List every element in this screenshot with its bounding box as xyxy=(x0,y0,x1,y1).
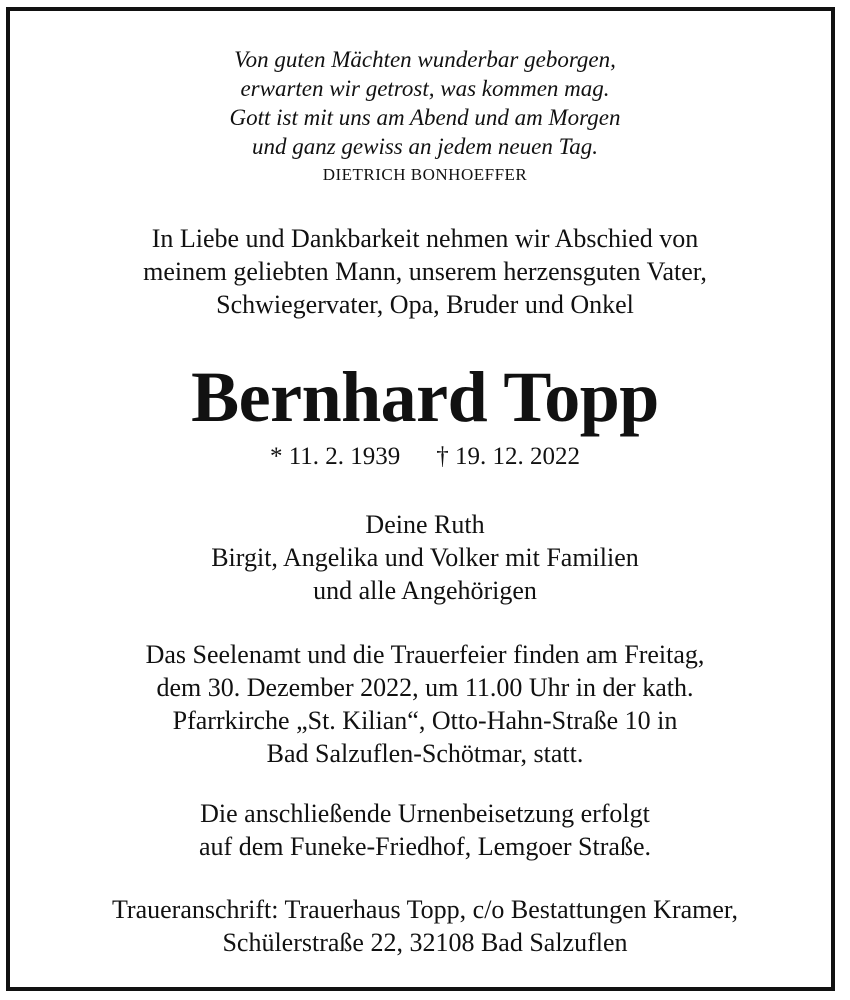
address-line-2: Schülerstraße 22, 32108 Bad Salzuflen xyxy=(222,928,628,957)
address-line-1: Traueranschrift: Trauerhaus Topp, c/o Bestattungen Kramer, xyxy=(111,895,739,924)
life-dates xyxy=(0,443,850,471)
mourners-line-3: und alle Angehörigen xyxy=(313,576,537,605)
birth-date: * 11. 2. 1939 xyxy=(269,443,401,470)
quote-line-4: und ganz gewiss an jedem neuen Tag. xyxy=(251,134,599,159)
quote-line-1: Von guten Mächten wunderbar geborgen, xyxy=(234,47,616,72)
quote-author: DIETRICH BONHOEFFER xyxy=(322,165,528,184)
intro-line-2: meinem geliebten Mann, unserem herzensguten Vater, xyxy=(143,257,707,286)
intro-line-3: Schwiegervater, Opa, Bruder und Onkel xyxy=(216,290,634,319)
intro-line-1: In Liebe und Dankbarkeit nehmen wir Abschied von xyxy=(151,224,699,253)
service-line-3: Pfarrkirche „St. Kilian“, Otto-Hahn-Straße 10 in xyxy=(172,706,678,735)
deceased-name: Bernhard Topp xyxy=(191,357,659,437)
service-line-2: dem 30. Dezember 2022, um 11.00 Uhr in der kath. xyxy=(156,673,694,702)
service-line-4: Bad Salzuflen-Schötmar, statt. xyxy=(266,739,584,768)
death-date: † 19. 12. 2022 xyxy=(436,443,581,470)
burial-line-2: auf dem Funeke-Friedhof, Lemgoer Straße. xyxy=(199,832,651,861)
mourners-line-2: Birgit, Angelika und Volker mit Familien xyxy=(211,543,639,572)
quote-line-2: erwarten wir getrost, was kommen mag. xyxy=(240,76,610,101)
mourners-line-1: Deine Ruth xyxy=(365,510,485,539)
burial-line-1: Die anschließende Urnenbeisetzung erfolgt xyxy=(200,799,650,828)
quote-line-3: Gott ist mit uns am Abend und am Morgen xyxy=(229,105,621,130)
service-line-1: Das Seelenamt und die Trauerfeier finden am Freitag, xyxy=(145,640,705,669)
